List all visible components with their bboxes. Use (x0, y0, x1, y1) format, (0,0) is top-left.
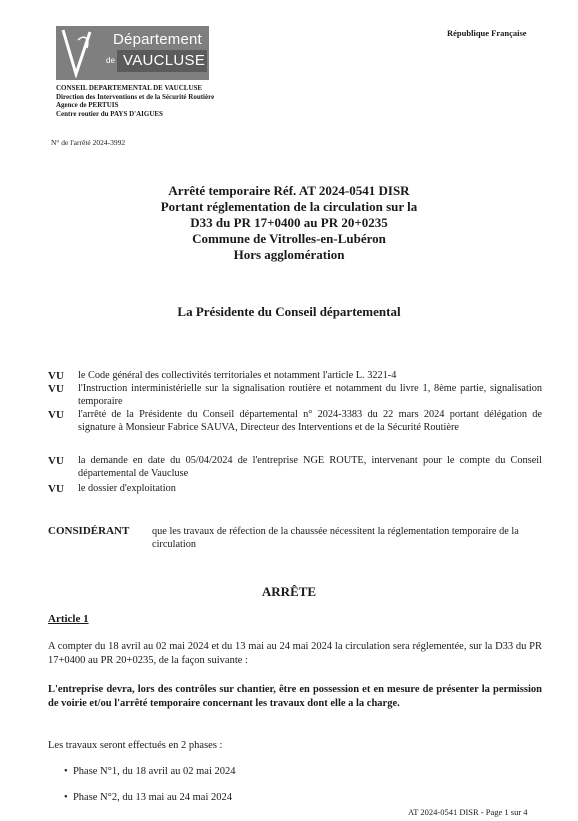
logo-line2: VAUCLUSE (123, 52, 206, 69)
logo-line1: Département (113, 31, 202, 48)
vu-item: l'Instruction interministérielle sur la signalisation routière et notamment du livre 1, 8ème partie, signalisation temporaire (78, 383, 542, 407)
departement-logo (56, 26, 209, 80)
article-heading: Article 1 (48, 613, 89, 625)
phase-text: Phase N°1, du 18 avril au 02 mai 2024 (72, 766, 236, 777)
vu-keyword: VU (48, 383, 64, 395)
vu-item: la demande en date du 05/04/2024 de l'entreprise NGE ROUTE, intervenant pour le compte du Conseil départemental de Vaucluse (78, 455, 542, 479)
page-footer: AT 2024-0541 DISR - Page 1 sur 4 (408, 807, 528, 817)
vu-keyword: VU (48, 483, 64, 495)
vu-item: le dossier d'exploitation (78, 483, 176, 494)
title-line: D33 du PR 17+0400 au PR 20+0235 (190, 215, 388, 230)
logo-band (117, 50, 207, 72)
considerant-text: que les travaux de réfection de la chaussée nécessitent la réglementation temporaire de la circulation (152, 526, 519, 550)
org-line: Direction des Interventions et de la Sécurité Routière (56, 92, 215, 101)
arrete-number: N° de l'arrêté 2024-3992 (51, 138, 126, 147)
article-paragraph: A compter du 18 avril au 02 mai 2024 et du 13 mai au 24 mai 2024 la circulation sera réglementée, sur la D33 du PR 17+0400 au PR 20+0235, de la façon suivante : (48, 641, 542, 666)
list-item (64, 766, 236, 777)
title-block (0, 183, 578, 263)
bullet-icon: • (64, 766, 73, 777)
title-line: Hors agglomération (233, 247, 345, 262)
vu-keyword: VU (48, 409, 64, 421)
considerant-keyword: CONSIDÉRANT (48, 525, 130, 537)
vu-keyword: VU (48, 455, 64, 467)
title-line: Arrêté temporaire Réf. AT 2024-0541 DISR (168, 183, 410, 198)
title-line: Portant réglementation de la circulation sur la (160, 199, 418, 214)
title-line: Commune de Vitrolles-en-Lubéron (192, 231, 386, 246)
v-emblem-icon (60, 28, 94, 78)
list-item (64, 792, 232, 803)
vu-item: le Code général des collectivités territoriales et notamment l'article L. 3221-4 (78, 370, 397, 381)
president-heading: La Présidente du Conseil départemental (177, 304, 401, 319)
org-line: Centre routier du PAYS D'AIGUES (56, 109, 163, 118)
republic-label: République Française (447, 28, 527, 38)
org-block (56, 84, 214, 118)
phase-text: Phase N°2, du 13 mai au 24 mai 2024 (72, 792, 232, 803)
vu-keyword: VU (48, 370, 64, 382)
vu-item: l'arrêté de la Présidente du Conseil départemental n° 2024-3383 du 22 mars 2024 portant délégation de signature à Monsieur Fabrice SAUVA, Directeur des Interventions et de la Sécurité Routière (78, 409, 542, 433)
bold-paragraph: L'entreprise devra, lors des contrôles sur chantier, être en possession et en mesure de présenter la permission de voirie et/ou l'arrêté temporaire concernant les travaux dont elle a la charge. (48, 684, 542, 709)
bullet-icon: • (64, 792, 73, 803)
logo-prefix: de (106, 56, 115, 65)
arrete-heading: ARRÊTE (261, 584, 317, 599)
org-line: Agence de PERTUIS (56, 101, 119, 109)
phases-intro: Les travaux seront effectués en 2 phases : (48, 740, 223, 751)
org-line: CONSEIL DEPARTEMENTAL DE VAUCLUSE (56, 84, 203, 92)
